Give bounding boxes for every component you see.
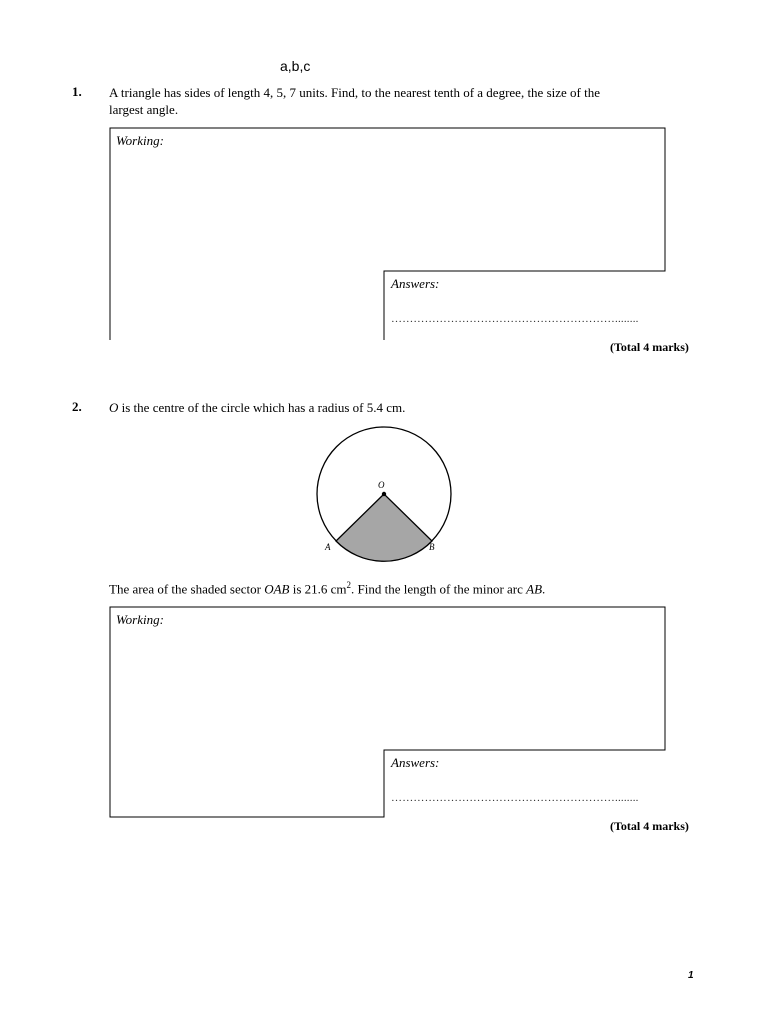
question-1-text-line2: largest angle. [109,102,179,117]
point-a-label: A [325,542,331,552]
question-2-answers-label: Answers: [391,755,440,770]
question-1-answers-label: Answers: [391,276,440,291]
question-2-intro-rest: is the centre of the circle which has a radius of 5.4 cm. [118,400,406,415]
point-b-label: B [429,542,435,552]
question-1-working-label: Working: [116,133,164,148]
question-2-area-text-end: . [542,581,546,597]
question-2-intro-var: O [109,400,119,415]
question-2-total-marks: (Total 4 marks) [610,819,689,833]
question-2-area-sup: 2 [346,580,352,590]
question-2-working-label: Working: [116,612,164,627]
question-1-working-box-outline [110,128,665,340]
question-2-area-text-pre: The area of the shaded sector [109,581,265,597]
question-2-number: 2. [72,399,82,414]
centre-label: O [378,480,385,490]
question-2-answer-field[interactable]: ……………………………………………………........ [391,792,639,804]
question-1-total-marks: (Total 4 marks) [610,340,689,354]
circle-sector-diagram [300,420,470,570]
question-2-area-var: OAB [264,581,290,597]
centre-point [382,492,386,496]
question-1-text-line1: A triangle has sides of length 4, 5, 7 units. Find, to the nearest tenth of a degree, the size of the [109,85,600,100]
question-1-number: 1. [72,84,82,99]
question-2-working-box-outline [110,607,665,817]
question-2-area-text-post: . Find the length of the minor arc [351,581,527,597]
question-2-arc-var: AB [526,581,543,597]
question-2-area-text [109,577,545,597]
page-number: 1 [688,970,694,981]
question-2-intro [109,399,405,416]
question-1-answer-field[interactable]: ……………………………………………………........ [391,313,639,325]
question-2-area-text-mid: is 21.6 cm [289,581,347,597]
header-label: a,b,c [280,58,311,74]
